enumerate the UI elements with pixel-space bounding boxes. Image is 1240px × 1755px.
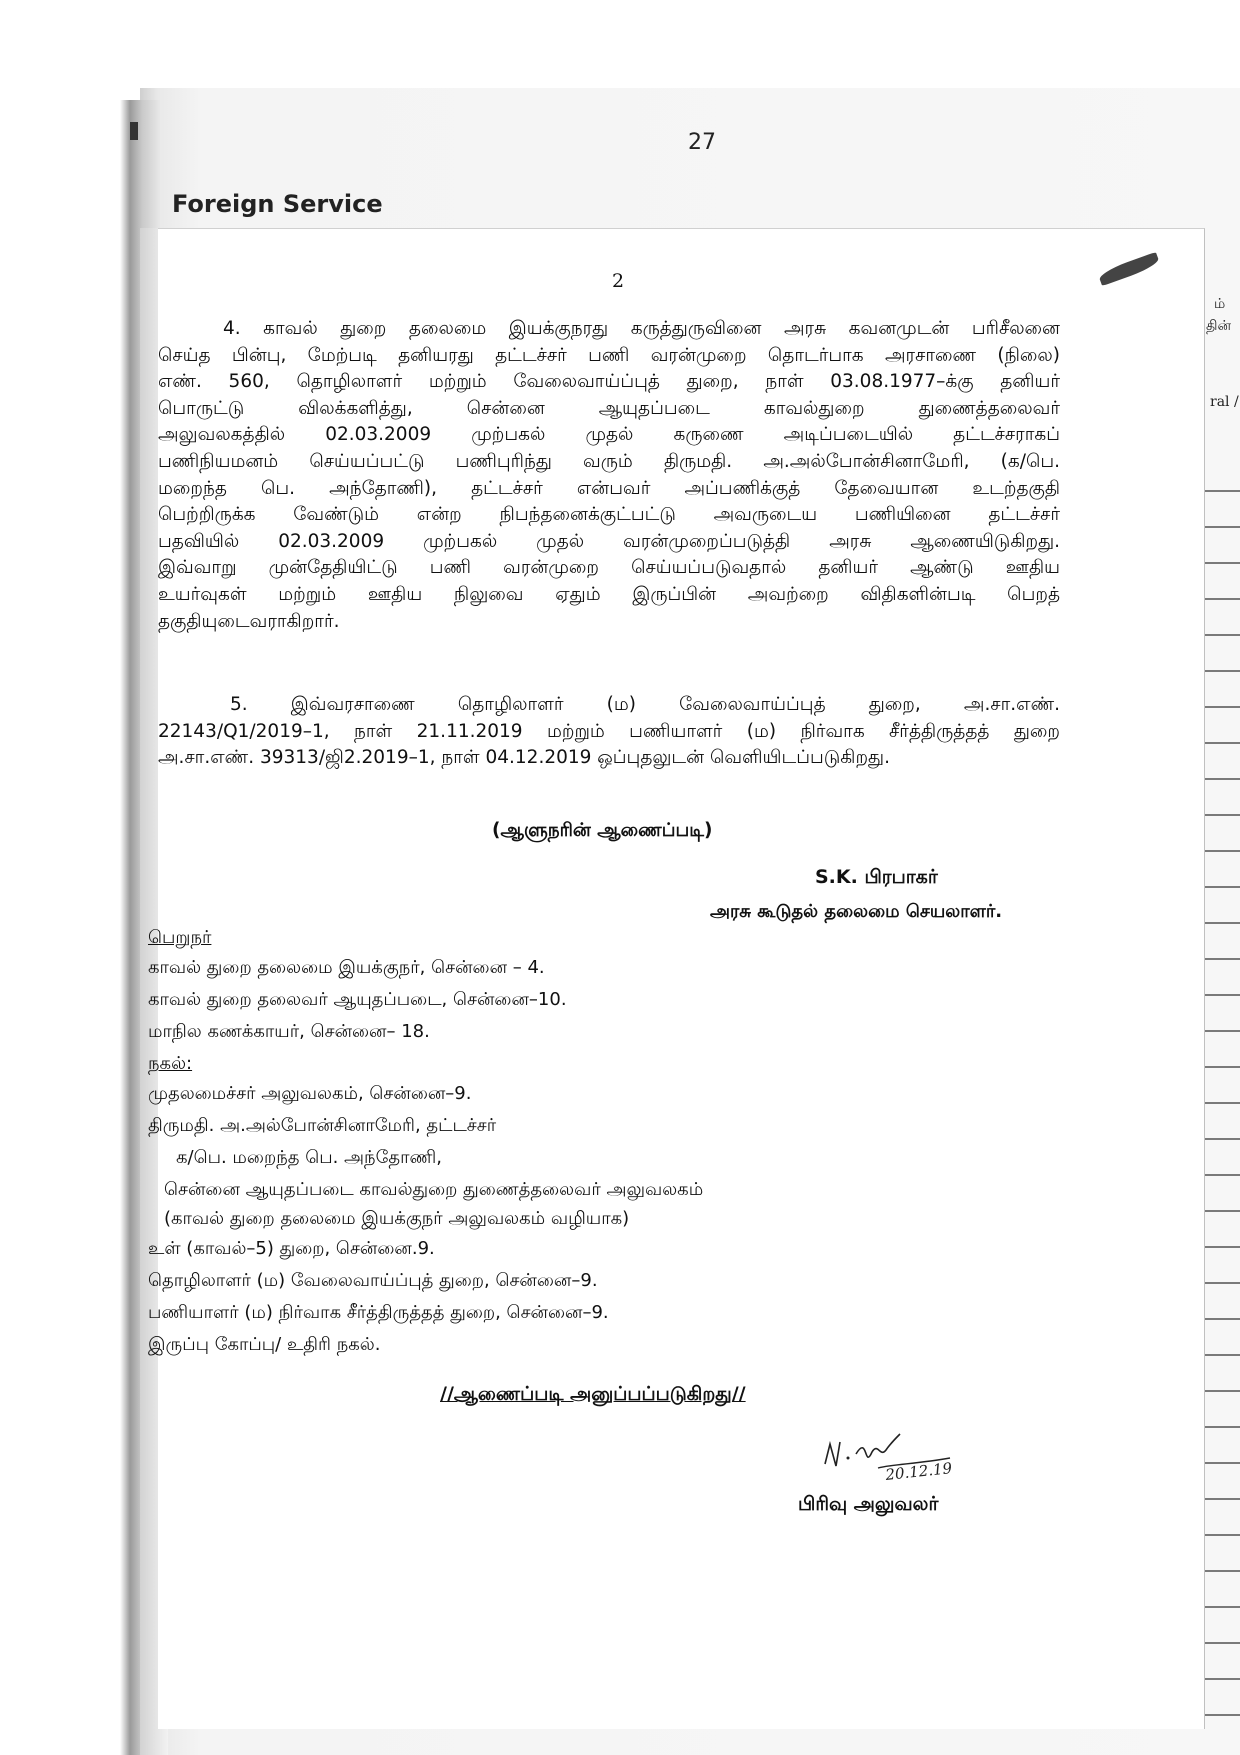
paragraph-line: மறைந்த பெ. அந்தோணி), தட்டச்சர் என்பவர் அப்பணிக்குத் தேவையான உடற்தகுதி [158, 477, 1060, 499]
signatory-title: அரசு கூடுதல் தலைமை செயலாளர். [710, 901, 1003, 922]
copy-item: உள் (காவல்–5) துறை, சென்னை.9. [148, 1238, 435, 1259]
order-page-number: 2 [612, 270, 625, 292]
paragraph-line: எண். 560, தொழிலாளர் மற்றும் வேலைவாய்ப்புத் துறை, நாள் 03.08.1977–க்கு தனியர் [158, 371, 1060, 393]
edge-fragment-3: ral / [1210, 394, 1239, 410]
paragraph-line: பணிநியமனம் செய்யப்பட்டு பணிபுரிந்து வரும் திருமதி. அ.அல்போன்சினாமேரி, (க/பெ. [158, 450, 1060, 472]
book-page-number: 27 [688, 130, 716, 155]
forwarded-line: //ஆணைப்படி அனுப்பப்படுகிறது// [440, 1383, 746, 1405]
paragraph-line: 4. காவல் துறை தலைமை இயக்குநரது கருத்துருவினை அரசு கவனமுடன் பரிசீலனை [223, 318, 1060, 339]
paragraph-line: இவ்வாறு முன்தேதியிட்டு பணி வரன்முறை செய்யப்படுவதால் தனியர் ஆண்டு ஊதிய [158, 557, 1060, 579]
copy-item: இருப்பு கோப்பு/ உதிரி நகல். [148, 1334, 381, 1355]
edge-fragment-2: தின் [1206, 318, 1232, 334]
copy-item: சென்னை ஆயுதப்படை காவல்துறை துணைத்தலைவர் அலுவலகம் [164, 1179, 704, 1200]
copy-item: (காவல் துறை தலைமை இயக்குநர் அலுவலகம் வழியாக) [164, 1208, 630, 1229]
book-section-title: Foreign Service [172, 190, 383, 218]
paragraph-line: 5. இவ்வரசாணை தொழிலாளர் (ம) வேலைவாய்ப்புத் துறை, அ.சா.எண். [230, 694, 1060, 715]
copy-item: முதலமைச்சர் அலுவலகம், சென்னை–9. [148, 1083, 472, 1104]
copy-item: க/பெ. மறைந்த பெ. அந்தோணி, [176, 1147, 442, 1168]
paragraph-line: 22143/Q1/2019–1, நாள் 21.11.2019 மற்றும் பணியாளர் (ம) நிர்வாக சீர்த்திருத்தத் துறை [158, 720, 1060, 742]
to-item: காவல் துறை தலைவர் ஆயுதப்படை, சென்னை–10. [148, 989, 567, 1010]
handwritten-signature [820, 1424, 970, 1484]
paragraph-line: பொருட்டு விலக்களித்து, சென்னை ஆயுதப்படை காவல்துறை துணைத்தலைவர் [158, 397, 1060, 419]
paragraph-line: செய்த பின்பு, மேற்படி தனியரது தட்டச்சர் பணி வரன்முறை தொடர்பாக அரசாணை (நிலை) [158, 344, 1060, 366]
paragraph-line: பெற்றிருக்க வேண்டும் என்ற நிபந்தனைக்குட்பட்டு அவருடைய பணியினை தட்டச்சர் [158, 504, 1060, 526]
copy-item: திருமதி. அ.அல்போன்சினாமேரி, தட்டச்சர் [148, 1115, 497, 1136]
to-item: மாநில கணக்காயர், சென்னை– 18. [148, 1021, 430, 1042]
paragraph-line: பதவியில் 02.03.2009 முற்பகல் முதல் வரன்முறைப்படுத்தி அரசு ஆணையிடுகிறது. [158, 530, 1060, 552]
paragraph-5 [158, 692, 1060, 772]
spine-mark [130, 122, 138, 140]
to-heading: பெறுநர் [148, 927, 212, 948]
copy-item: தொழிலாளர் (ம) வேலைவாய்ப்புத் துறை, சென்னை–9. [148, 1270, 598, 1291]
copy-item: பணியாளர் (ம) நிர்வாக சீர்த்திருத்தத் துறை, சென்னை–9. [148, 1302, 609, 1323]
copy-heading: நகல்: [148, 1053, 193, 1074]
paragraph-line: அ.சா.எண். 39313/ஜி2.2019–1, நாள் 04.12.2019 ஒப்புதலுடன் வெளியிடப்படுகிறது. [158, 747, 890, 769]
paragraph-line: அலுவலகத்தில் 02.03.2009 முற்பகல் முதல் கருணை அடிப்படையில் தட்டச்சராகப் [158, 424, 1060, 446]
handwritten-date: 20.12.19 [884, 1459, 953, 1484]
paragraph-line: தகுதியுடைவராகிறார். [158, 610, 340, 632]
by-order-of-governor: (ஆளுநரின் ஆணைப்படி) [492, 820, 713, 841]
edge-fragment-1: ம் [1214, 296, 1226, 312]
paragraph-line: உயர்வுகள் மற்றும் ஊதிய நிலுவை ஏதும் இருப்பின் அவற்றை விதிகளின்படி பெறத் [158, 583, 1060, 605]
signatory-name: S.K. பிரபாகர் [815, 866, 938, 888]
section-officer-title: பிரிவு அலுவலர் [798, 1493, 939, 1515]
to-item: காவல் துறை தலைமை இயக்குநர், சென்னை – 4. [148, 957, 545, 978]
paragraph-4 [158, 316, 1060, 635]
